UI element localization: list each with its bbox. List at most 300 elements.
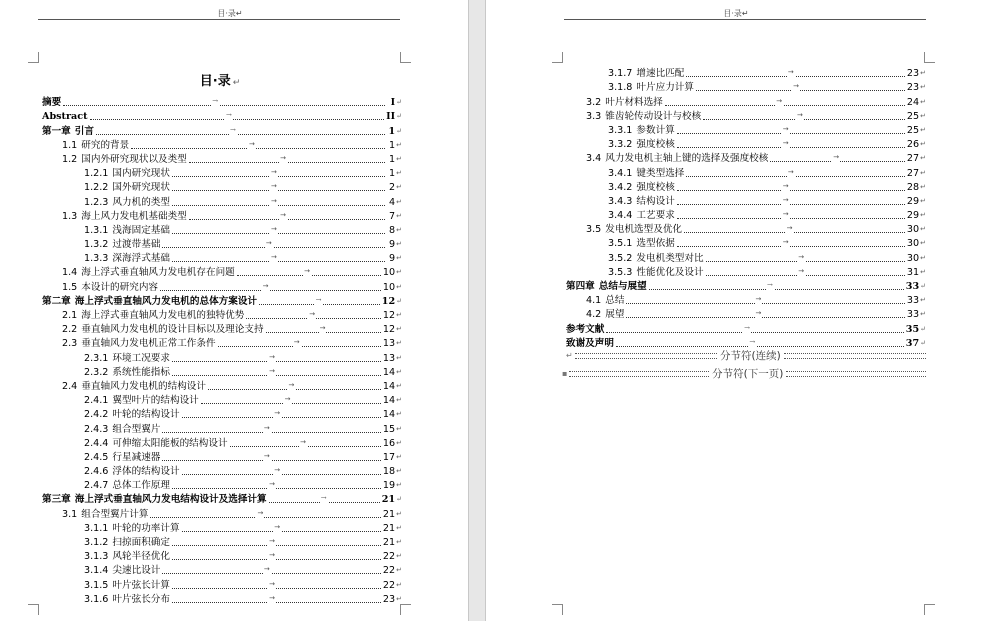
toc-entry-page: 31 bbox=[906, 266, 920, 278]
toc-entry[interactable] bbox=[42, 576, 402, 590]
paragraph-mark-icon: ↵ bbox=[920, 324, 926, 333]
toc-entry-page: 12 bbox=[381, 295, 396, 307]
toc-entry[interactable] bbox=[42, 534, 402, 548]
paragraph-mark-icon: ↵ bbox=[396, 396, 402, 405]
dot-leader bbox=[172, 253, 385, 262]
dot-leader bbox=[162, 565, 381, 574]
paragraph-mark-icon: ↵ bbox=[396, 381, 402, 390]
toc-entry-number: 1.2.2 bbox=[84, 182, 109, 194]
toc-entry-page: 9 bbox=[389, 239, 396, 251]
dot-leader bbox=[182, 522, 381, 532]
toc-entry-number: 3.1.5 bbox=[84, 579, 109, 591]
paragraph-mark-icon: ↵ bbox=[920, 296, 926, 305]
toc-entry[interactable] bbox=[42, 591, 402, 605]
paragraph-mark-icon: ↵ bbox=[396, 481, 402, 490]
dot-leader bbox=[266, 324, 381, 333]
tab-mark-icon: → bbox=[269, 480, 275, 489]
toc-entry-page: 30 bbox=[906, 252, 920, 264]
dot-leader bbox=[172, 593, 381, 603]
toc-entry-title: 环境工况要求 bbox=[112, 352, 170, 364]
toc-entry-number: 3.5 bbox=[586, 224, 602, 236]
tab-mark-icon: → bbox=[263, 565, 270, 574]
tab-mark-icon: → bbox=[744, 323, 751, 332]
toc-entry[interactable] bbox=[42, 264, 402, 278]
document-page-left[interactable] bbox=[0, 0, 468, 621]
toc-entry[interactable] bbox=[566, 335, 926, 349]
section-break-line bbox=[786, 371, 926, 377]
dot-leader bbox=[63, 97, 385, 106]
toc-entry[interactable] bbox=[566, 136, 926, 150]
paragraph-mark-icon: ↵ bbox=[396, 594, 402, 603]
toc-entry[interactable] bbox=[42, 392, 402, 406]
toc-entry-page: 9 bbox=[389, 253, 396, 265]
toc-list-right bbox=[566, 65, 926, 349]
dot-leader bbox=[269, 494, 380, 503]
toc-entry-number: 2.4.3 bbox=[84, 423, 109, 435]
toc-title-text: 目·录 bbox=[199, 74, 231, 89]
toc-entry[interactable] bbox=[42, 179, 402, 193]
paragraph-mark-icon: ↵ bbox=[396, 353, 402, 362]
toc-entry-title: 叶片弦长计算 bbox=[112, 579, 170, 591]
dot-leader bbox=[172, 579, 381, 589]
dot-leader bbox=[677, 210, 905, 219]
toc-entry-number: 2.4.7 bbox=[84, 480, 109, 492]
paragraph-mark-icon: ↵ bbox=[396, 197, 402, 206]
tab-mark-icon: → bbox=[280, 210, 286, 219]
toc-entry-number: 2.1 bbox=[62, 310, 78, 321]
crop-mark bbox=[28, 604, 39, 615]
toc-entry-page: II bbox=[386, 111, 396, 123]
paragraph-mark-icon: ↵ bbox=[396, 523, 402, 532]
toc-entry-title: 组合型翼片计算 bbox=[81, 508, 149, 520]
toc-entry-title: 强度校核 bbox=[636, 139, 675, 151]
toc-entry[interactable] bbox=[42, 165, 402, 179]
toc-entry[interactable] bbox=[42, 108, 402, 122]
toc-entry[interactable] bbox=[42, 335, 402, 349]
toc-entry[interactable] bbox=[566, 320, 926, 334]
tab-mark-icon: → bbox=[274, 409, 281, 418]
toc-entry-page: 25 bbox=[906, 124, 920, 136]
tab-mark-icon: → bbox=[782, 124, 789, 133]
toc-entry-title: 性能优化及设计 bbox=[636, 266, 704, 278]
paragraph-mark-icon: ↵ bbox=[396, 126, 402, 135]
tab-mark-icon: → bbox=[782, 238, 789, 247]
dot-leader bbox=[237, 267, 381, 276]
page-header[interactable]: 目·录↵ bbox=[723, 9, 749, 18]
document-page-right[interactable] bbox=[486, 0, 992, 621]
section-break-line bbox=[569, 371, 709, 377]
paragraph-mark-icon: ↵ bbox=[920, 97, 926, 106]
paragraph-mark-icon: ↵ bbox=[920, 267, 926, 276]
paragraph-mark-icon: ↵ bbox=[396, 211, 402, 220]
toc-entry[interactable] bbox=[42, 548, 402, 562]
dot-leader bbox=[606, 323, 903, 333]
dot-leader bbox=[686, 167, 905, 177]
toc-entry-title: 结构设计 bbox=[636, 195, 675, 207]
tab-mark-icon: → bbox=[262, 281, 269, 290]
toc-entry-title: 行星减速器 bbox=[112, 451, 161, 463]
toc-entry-number: 3.3 bbox=[586, 110, 602, 122]
crop-mark bbox=[924, 604, 935, 615]
toc-entry-title: 翼型叶片的结构设计 bbox=[112, 395, 199, 407]
toc-entry-page: 17 bbox=[382, 451, 396, 463]
toc-entry[interactable] bbox=[42, 236, 402, 250]
dot-leader bbox=[162, 423, 381, 433]
dot-leader bbox=[150, 508, 380, 518]
dot-leader bbox=[208, 380, 381, 390]
crop-mark bbox=[552, 52, 563, 63]
tab-mark-icon: → bbox=[782, 139, 789, 148]
toc-entry-number: 3.5.3 bbox=[608, 266, 633, 278]
tab-mark-icon: → bbox=[798, 266, 805, 275]
dot-leader bbox=[686, 68, 905, 77]
crop-mark bbox=[400, 52, 411, 63]
dot-leader bbox=[189, 153, 385, 163]
section-break-label: 分节符(连续) bbox=[717, 348, 784, 363]
toc-entry-number: 1.4 bbox=[62, 267, 78, 279]
toc-entry-page: 24 bbox=[906, 96, 920, 108]
toc-entry[interactable] bbox=[42, 151, 402, 165]
dot-leader bbox=[160, 281, 381, 291]
paragraph-mark-icon: ↵ bbox=[232, 78, 241, 88]
toc-entry[interactable] bbox=[42, 122, 402, 136]
toc-entry-number: 3.4.4 bbox=[608, 210, 633, 222]
toc-entry-title: 致谢及声明 bbox=[566, 337, 614, 349]
paragraph-mark-icon: ↵ bbox=[920, 69, 926, 78]
tab-mark-icon: → bbox=[787, 167, 794, 176]
tab-mark-icon: → bbox=[271, 168, 277, 177]
toc-entry-title: 扫掠面积确定 bbox=[112, 537, 170, 548]
toc-entry[interactable] bbox=[42, 349, 402, 363]
paragraph-mark-icon: ↵ bbox=[396, 410, 402, 419]
toc-entry[interactable] bbox=[42, 463, 402, 477]
toc-entry-page: 23 bbox=[906, 82, 920, 94]
toc-entry[interactable] bbox=[42, 222, 402, 236]
tab-mark-icon: → bbox=[787, 68, 794, 77]
tab-mark-icon: → bbox=[749, 337, 756, 346]
paragraph-mark-icon: ↵ bbox=[396, 240, 402, 249]
toc-entry[interactable] bbox=[566, 292, 926, 306]
toc-entry-page: 14 bbox=[382, 395, 396, 407]
toc-entry-title: 过渡带基础 bbox=[112, 239, 161, 251]
paragraph-mark-icon: ↵ bbox=[396, 467, 402, 476]
toc-entry-page: 10 bbox=[382, 267, 396, 279]
tab-mark-icon: → bbox=[257, 508, 264, 517]
toc-entry-page: 13 bbox=[382, 352, 396, 364]
toc-entry-number: 1.3.2 bbox=[84, 239, 109, 251]
toc-entry-number: 3.3.2 bbox=[608, 139, 633, 151]
tab-mark-icon: → bbox=[782, 210, 789, 219]
toc-entry[interactable] bbox=[566, 122, 926, 136]
tab-mark-icon: → bbox=[798, 252, 805, 261]
toc-entry-number: 3.1.2 bbox=[84, 537, 109, 548]
toc-entry-number: 3.1.4 bbox=[84, 565, 109, 577]
toc-entry-title: 锥齿轮传动设计与校核 bbox=[605, 110, 702, 122]
dot-leader bbox=[706, 266, 905, 276]
tab-mark-icon: → bbox=[304, 267, 310, 276]
toc-entry[interactable] bbox=[566, 249, 926, 263]
toc-entry[interactable] bbox=[42, 420, 402, 434]
toc-entry[interactable] bbox=[42, 307, 402, 321]
dot-leader bbox=[696, 82, 905, 91]
toc-entry-number: 第一章 bbox=[42, 125, 71, 137]
tab-mark-icon: → bbox=[274, 466, 281, 475]
paragraph-mark-icon: ↵ bbox=[396, 225, 402, 234]
toc-entry-title: 国内研究现状 bbox=[112, 168, 170, 180]
toc-entry-page: 21 bbox=[381, 494, 396, 506]
toc-entry[interactable] bbox=[42, 278, 402, 292]
toc-entry[interactable] bbox=[566, 79, 926, 93]
toc-entry-page: 19 bbox=[382, 480, 396, 492]
tab-mark-icon: → bbox=[319, 324, 326, 333]
tab-mark-icon: → bbox=[315, 295, 322, 304]
paragraph-mark-icon: ↵ bbox=[396, 112, 402, 121]
toc-entry[interactable] bbox=[566, 150, 926, 164]
page-header[interactable]: 目·录↵ bbox=[217, 9, 243, 18]
toc-entry-page: 12 bbox=[382, 324, 396, 336]
toc-entry[interactable] bbox=[566, 235, 926, 249]
toc-entry[interactable] bbox=[566, 264, 926, 278]
dot-leader bbox=[172, 182, 385, 191]
toc-entry-title: 风力机的类型 bbox=[112, 196, 170, 208]
toc-entry-number: 4.2 bbox=[586, 309, 602, 321]
toc-entry-page: 29 bbox=[906, 210, 920, 222]
paragraph-mark-icon: ↵ bbox=[920, 140, 926, 149]
header-rule bbox=[38, 19, 400, 20]
toc-entry-title: 总结 bbox=[605, 295, 625, 307]
tab-mark-icon: → bbox=[793, 82, 799, 91]
toc-entry-title: 海上浮式垂直轴风力发电结构设计及选择计算 bbox=[74, 494, 267, 506]
toc-entry-title: 国外研究现状 bbox=[112, 182, 170, 194]
paragraph-mark-icon: ↵ bbox=[920, 211, 926, 220]
section-break-line bbox=[575, 353, 717, 359]
toc-entry-page: 23 bbox=[906, 68, 920, 80]
section-break-continuous[interactable] bbox=[566, 348, 926, 363]
toc-entry[interactable] bbox=[566, 164, 926, 178]
tab-mark-icon: → bbox=[269, 537, 275, 545]
dot-leader bbox=[259, 295, 380, 305]
toc-entry[interactable] bbox=[566, 108, 926, 122]
toc-entry[interactable] bbox=[42, 193, 402, 207]
toc-entry-number: 1.1 bbox=[62, 139, 78, 151]
toc-entry[interactable] bbox=[42, 208, 402, 222]
toc-entry-page: 1 bbox=[389, 168, 396, 180]
toc-entry-number: 1.2.1 bbox=[84, 168, 109, 180]
toc-entry-page: 37 bbox=[905, 337, 920, 349]
toc-entry-number: 1.3.1 bbox=[84, 224, 109, 236]
dot-leader bbox=[131, 139, 385, 149]
tab-mark-icon: → bbox=[265, 239, 272, 248]
toc-entry-number: 第四章 bbox=[566, 281, 595, 292]
toc-entry-page: 23 bbox=[382, 593, 396, 605]
paragraph-mark-icon: ↵ bbox=[396, 268, 402, 277]
tab-mark-icon: → bbox=[274, 522, 281, 531]
toc-entry-title: 浮体的结构设计 bbox=[112, 466, 180, 478]
dot-leader bbox=[182, 409, 381, 418]
toc-entry-number: 4.1 bbox=[586, 295, 602, 307]
toc-entry-number: 2.3 bbox=[62, 338, 78, 350]
toc-entry-title: 海上浮式垂直轴风力发电机的总体方案设计 bbox=[74, 295, 258, 307]
toc-entry-title: 垂直轴风力发电机正常工作条件 bbox=[81, 338, 216, 350]
tab-mark-icon: → bbox=[300, 437, 307, 446]
toc-entry[interactable] bbox=[42, 449, 402, 463]
paragraph-mark-icon: ↵ bbox=[920, 282, 926, 290]
section-break-next-page[interactable] bbox=[562, 366, 926, 381]
paragraph-mark-icon: ↵ bbox=[396, 325, 402, 334]
tab-mark-icon: → bbox=[263, 451, 270, 460]
toc-entry-number: 3.4.3 bbox=[608, 195, 633, 207]
toc-entry-page: 18 bbox=[382, 466, 396, 478]
toc-entry[interactable] bbox=[42, 364, 402, 378]
toc-entry-page: 22 bbox=[382, 579, 396, 591]
toc-entry[interactable] bbox=[42, 435, 402, 449]
toc-entry[interactable] bbox=[42, 562, 402, 576]
tab-mark-icon: → bbox=[833, 153, 840, 162]
dot-leader bbox=[706, 252, 905, 262]
paragraph-mark-icon: ↵ bbox=[396, 495, 402, 504]
paragraph-mark-icon: ↵ bbox=[920, 83, 926, 92]
tab-mark-icon: → bbox=[229, 125, 236, 134]
toc-entry-number: 3.1.1 bbox=[84, 522, 109, 534]
toc-entry-title: 引言 bbox=[74, 125, 94, 137]
toc-entry[interactable] bbox=[42, 321, 402, 335]
toc-entry[interactable] bbox=[42, 491, 402, 505]
toc-entry[interactable] bbox=[42, 293, 402, 307]
toc-entry-title: 发电机选型及优化 bbox=[605, 224, 683, 236]
toc-entry[interactable] bbox=[42, 520, 402, 534]
toc-list-left bbox=[42, 94, 402, 605]
toc-entry-number: 1.3.3 bbox=[84, 253, 109, 265]
tab-mark-icon: → bbox=[271, 182, 277, 191]
toc-entry-title: 总体工作原理 bbox=[112, 480, 170, 492]
toc-entry-number: 1.2 bbox=[62, 153, 78, 165]
toc-entry-title: 可伸缩太阳能板的结构设计 bbox=[112, 437, 228, 449]
toc-entry[interactable] bbox=[566, 207, 926, 221]
toc-entry-page: 14 bbox=[382, 380, 396, 392]
dot-leader bbox=[172, 480, 381, 489]
toc-entry-title: 研究的背景 bbox=[81, 139, 130, 151]
tab-mark-icon: → bbox=[755, 309, 762, 318]
toc-entry-page: 22 bbox=[382, 551, 396, 563]
toc-entry[interactable] bbox=[42, 406, 402, 420]
dot-leader bbox=[677, 124, 905, 134]
dot-leader bbox=[677, 238, 905, 247]
toc-title[interactable] bbox=[170, 70, 270, 89]
toc-entry-page: 21 bbox=[382, 508, 396, 520]
paragraph-mark-icon: ↵ bbox=[566, 351, 573, 360]
dot-leader bbox=[703, 110, 905, 120]
toc-entry-title: 工艺要求 bbox=[636, 210, 675, 222]
toc-entry-page: 33 bbox=[906, 295, 920, 307]
tab-mark-icon: → bbox=[767, 281, 773, 289]
toc-entry[interactable] bbox=[566, 65, 926, 79]
toc-entry-title: Abstract bbox=[42, 111, 88, 123]
toc-entry-number: 3.1 bbox=[62, 508, 78, 520]
toc-entry-number: 2.4.1 bbox=[84, 395, 109, 407]
toc-entry[interactable] bbox=[42, 477, 402, 491]
tab-mark-icon: → bbox=[786, 224, 793, 233]
toc-entry-number: 2.4 bbox=[62, 380, 78, 392]
dot-leader bbox=[218, 338, 381, 347]
toc-entry-title: 参考文献 bbox=[566, 323, 605, 335]
toc-entry-number: 3.1.3 bbox=[84, 551, 109, 563]
toc-entry-title: 垂直轴风力发电机的设计目标以及理论支持 bbox=[81, 324, 264, 336]
toc-entry-page: 22 bbox=[382, 565, 396, 577]
toc-entry[interactable] bbox=[42, 137, 402, 151]
toc-entry-number: 2.3.1 bbox=[84, 352, 109, 364]
toc-entry[interactable] bbox=[42, 505, 402, 519]
toc-entry[interactable] bbox=[42, 378, 402, 392]
toc-entry[interactable] bbox=[566, 193, 926, 207]
tab-mark-icon: → bbox=[269, 366, 275, 375]
toc-entry[interactable] bbox=[566, 278, 926, 292]
toc-entry-page: 29 bbox=[906, 195, 920, 207]
toc-entry-number: 2.4.6 bbox=[84, 466, 109, 478]
toc-entry-page: 33 bbox=[906, 309, 920, 321]
toc-entry-number: 3.4.1 bbox=[608, 167, 633, 179]
dot-leader bbox=[649, 281, 904, 290]
toc-entry-number: 1.3 bbox=[62, 210, 78, 222]
paragraph-mark-icon: ↵ bbox=[396, 282, 402, 291]
toc-entry[interactable] bbox=[566, 221, 926, 235]
dot-leader bbox=[626, 295, 904, 304]
toc-entry[interactable] bbox=[566, 93, 926, 107]
dot-leader bbox=[677, 139, 905, 148]
toc-entry[interactable] bbox=[566, 306, 926, 320]
dot-leader bbox=[182, 466, 381, 475]
toc-entry-title: 本设计的研究内容 bbox=[81, 281, 159, 293]
toc-entry-number: 1.2.3 bbox=[84, 196, 109, 208]
tab-mark-icon: → bbox=[249, 139, 255, 148]
paragraph-mark-icon: ↵ bbox=[920, 168, 926, 177]
toc-entry-page: 16 bbox=[382, 437, 396, 449]
toc-entry[interactable] bbox=[42, 94, 402, 108]
paragraph-mark-icon: ↵ bbox=[396, 566, 402, 575]
paragraph-mark-icon: ↵ bbox=[396, 367, 402, 376]
toc-entry-number: 第二章 bbox=[42, 295, 71, 307]
toc-entry-title: 深海浮式基础 bbox=[112, 253, 170, 265]
toc-entry[interactable] bbox=[566, 179, 926, 193]
toc-entry-page: 33 bbox=[905, 281, 920, 292]
dot-leader bbox=[172, 551, 381, 560]
tab-mark-icon: → bbox=[226, 111, 232, 120]
crop-mark bbox=[28, 52, 39, 63]
dot-leader bbox=[172, 537, 381, 546]
toc-entry-page: 35 bbox=[905, 323, 920, 335]
paragraph-mark-icon: ↵ bbox=[396, 140, 402, 149]
toc-entry-page: 12 bbox=[382, 310, 396, 321]
dot-leader bbox=[626, 309, 904, 318]
dot-leader bbox=[172, 366, 381, 376]
toc-entry-page: 25 bbox=[906, 110, 920, 122]
dot-leader bbox=[172, 224, 385, 234]
toc-entry-title: 风力发电机主轴上键的选择及强度校核 bbox=[605, 153, 769, 165]
crop-mark bbox=[400, 604, 411, 615]
dot-leader bbox=[201, 395, 381, 404]
toc-entry-page: I bbox=[390, 97, 396, 109]
toc-entry-number: 3.5.1 bbox=[608, 238, 633, 250]
toc-entry-title: 强度校核 bbox=[636, 181, 675, 193]
toc-entry-number: 2.4.4 bbox=[84, 437, 109, 449]
dot-leader bbox=[677, 181, 905, 191]
toc-entry-page: 30 bbox=[906, 224, 920, 236]
tab-mark-icon: → bbox=[309, 310, 316, 318]
paragraph-mark-icon: ↵ bbox=[920, 154, 926, 163]
paragraph-mark-icon: ↵ bbox=[396, 580, 402, 589]
tab-mark-icon: → bbox=[269, 551, 275, 560]
toc-entry-page: 1 bbox=[388, 125, 396, 137]
toc-entry[interactable] bbox=[42, 250, 402, 264]
